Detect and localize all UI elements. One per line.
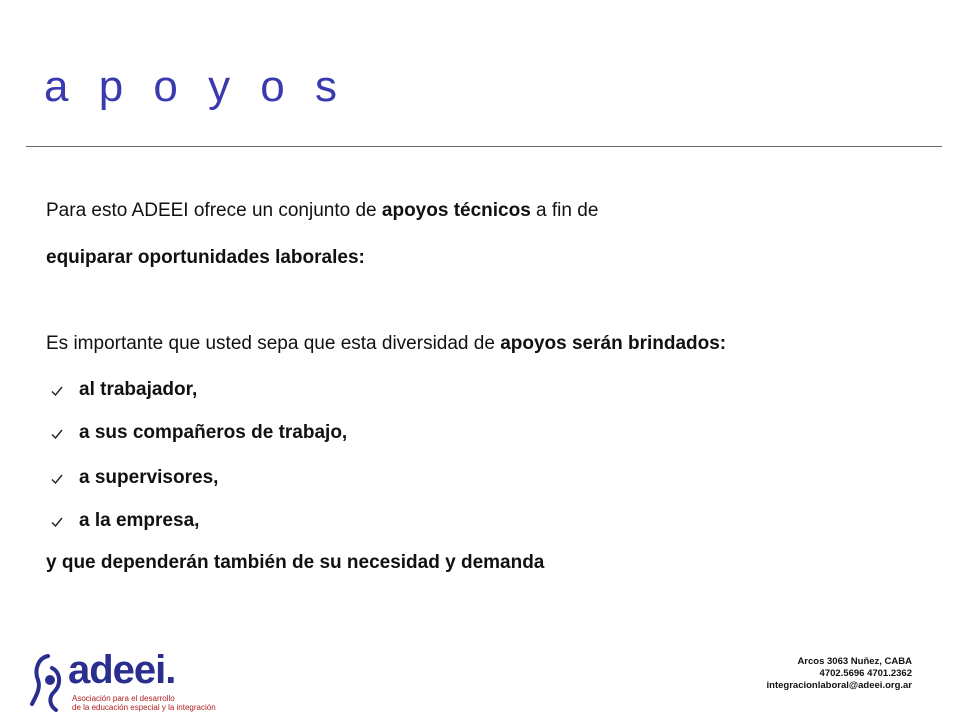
statement-text: Es importante que usted sepa que esta diversidad de xyxy=(46,333,501,354)
statement-line xyxy=(46,333,726,355)
checkmark-icon xyxy=(50,427,64,441)
closing-line xyxy=(46,552,544,574)
checkmark-icon xyxy=(50,472,64,486)
logo-figure-icon xyxy=(28,650,68,712)
contact-phones: 4702.5696 4701.2362 xyxy=(819,668,912,679)
intro-line-2 xyxy=(46,247,365,269)
closing-text: y que dependerán también de su necesidad y demanda xyxy=(46,552,545,573)
title-divider xyxy=(26,146,942,147)
checkmark-icon xyxy=(50,515,64,529)
logo-tagline-2: de la educación especial y la integración xyxy=(72,703,216,712)
intro-text-end: a fin de xyxy=(530,200,599,221)
contact-email: integracionlaboral@adeei.org.ar xyxy=(766,680,912,691)
adeei-logo xyxy=(22,640,222,720)
logo-wordmark: adeei. xyxy=(68,648,176,692)
logo-tagline: Asociación para el desarrollo xyxy=(72,694,175,703)
statement-emphasis: apoyos serán brindados: xyxy=(500,333,727,354)
contact-block xyxy=(767,656,912,692)
intro-emphasis: apoyos técnicos xyxy=(381,200,531,221)
slide-title: a p o y o s xyxy=(44,62,347,111)
checkmark-icon xyxy=(50,384,64,398)
bullet-text: a supervisores, xyxy=(79,467,219,488)
intro-text: Para esto ADEEI ofrece un conjunto de xyxy=(46,200,382,221)
bullet-text: al trabajador, xyxy=(79,379,198,400)
intro-line-1 xyxy=(46,200,598,222)
bullet-text: a sus compañeros de trabajo, xyxy=(79,422,348,443)
contact-address: Arcos 3063 Nuñez, CABA xyxy=(797,656,912,667)
bullet-text: a la empresa, xyxy=(79,510,200,531)
intro-emphasis-2: equiparar oportunidades laborales: xyxy=(46,247,365,268)
